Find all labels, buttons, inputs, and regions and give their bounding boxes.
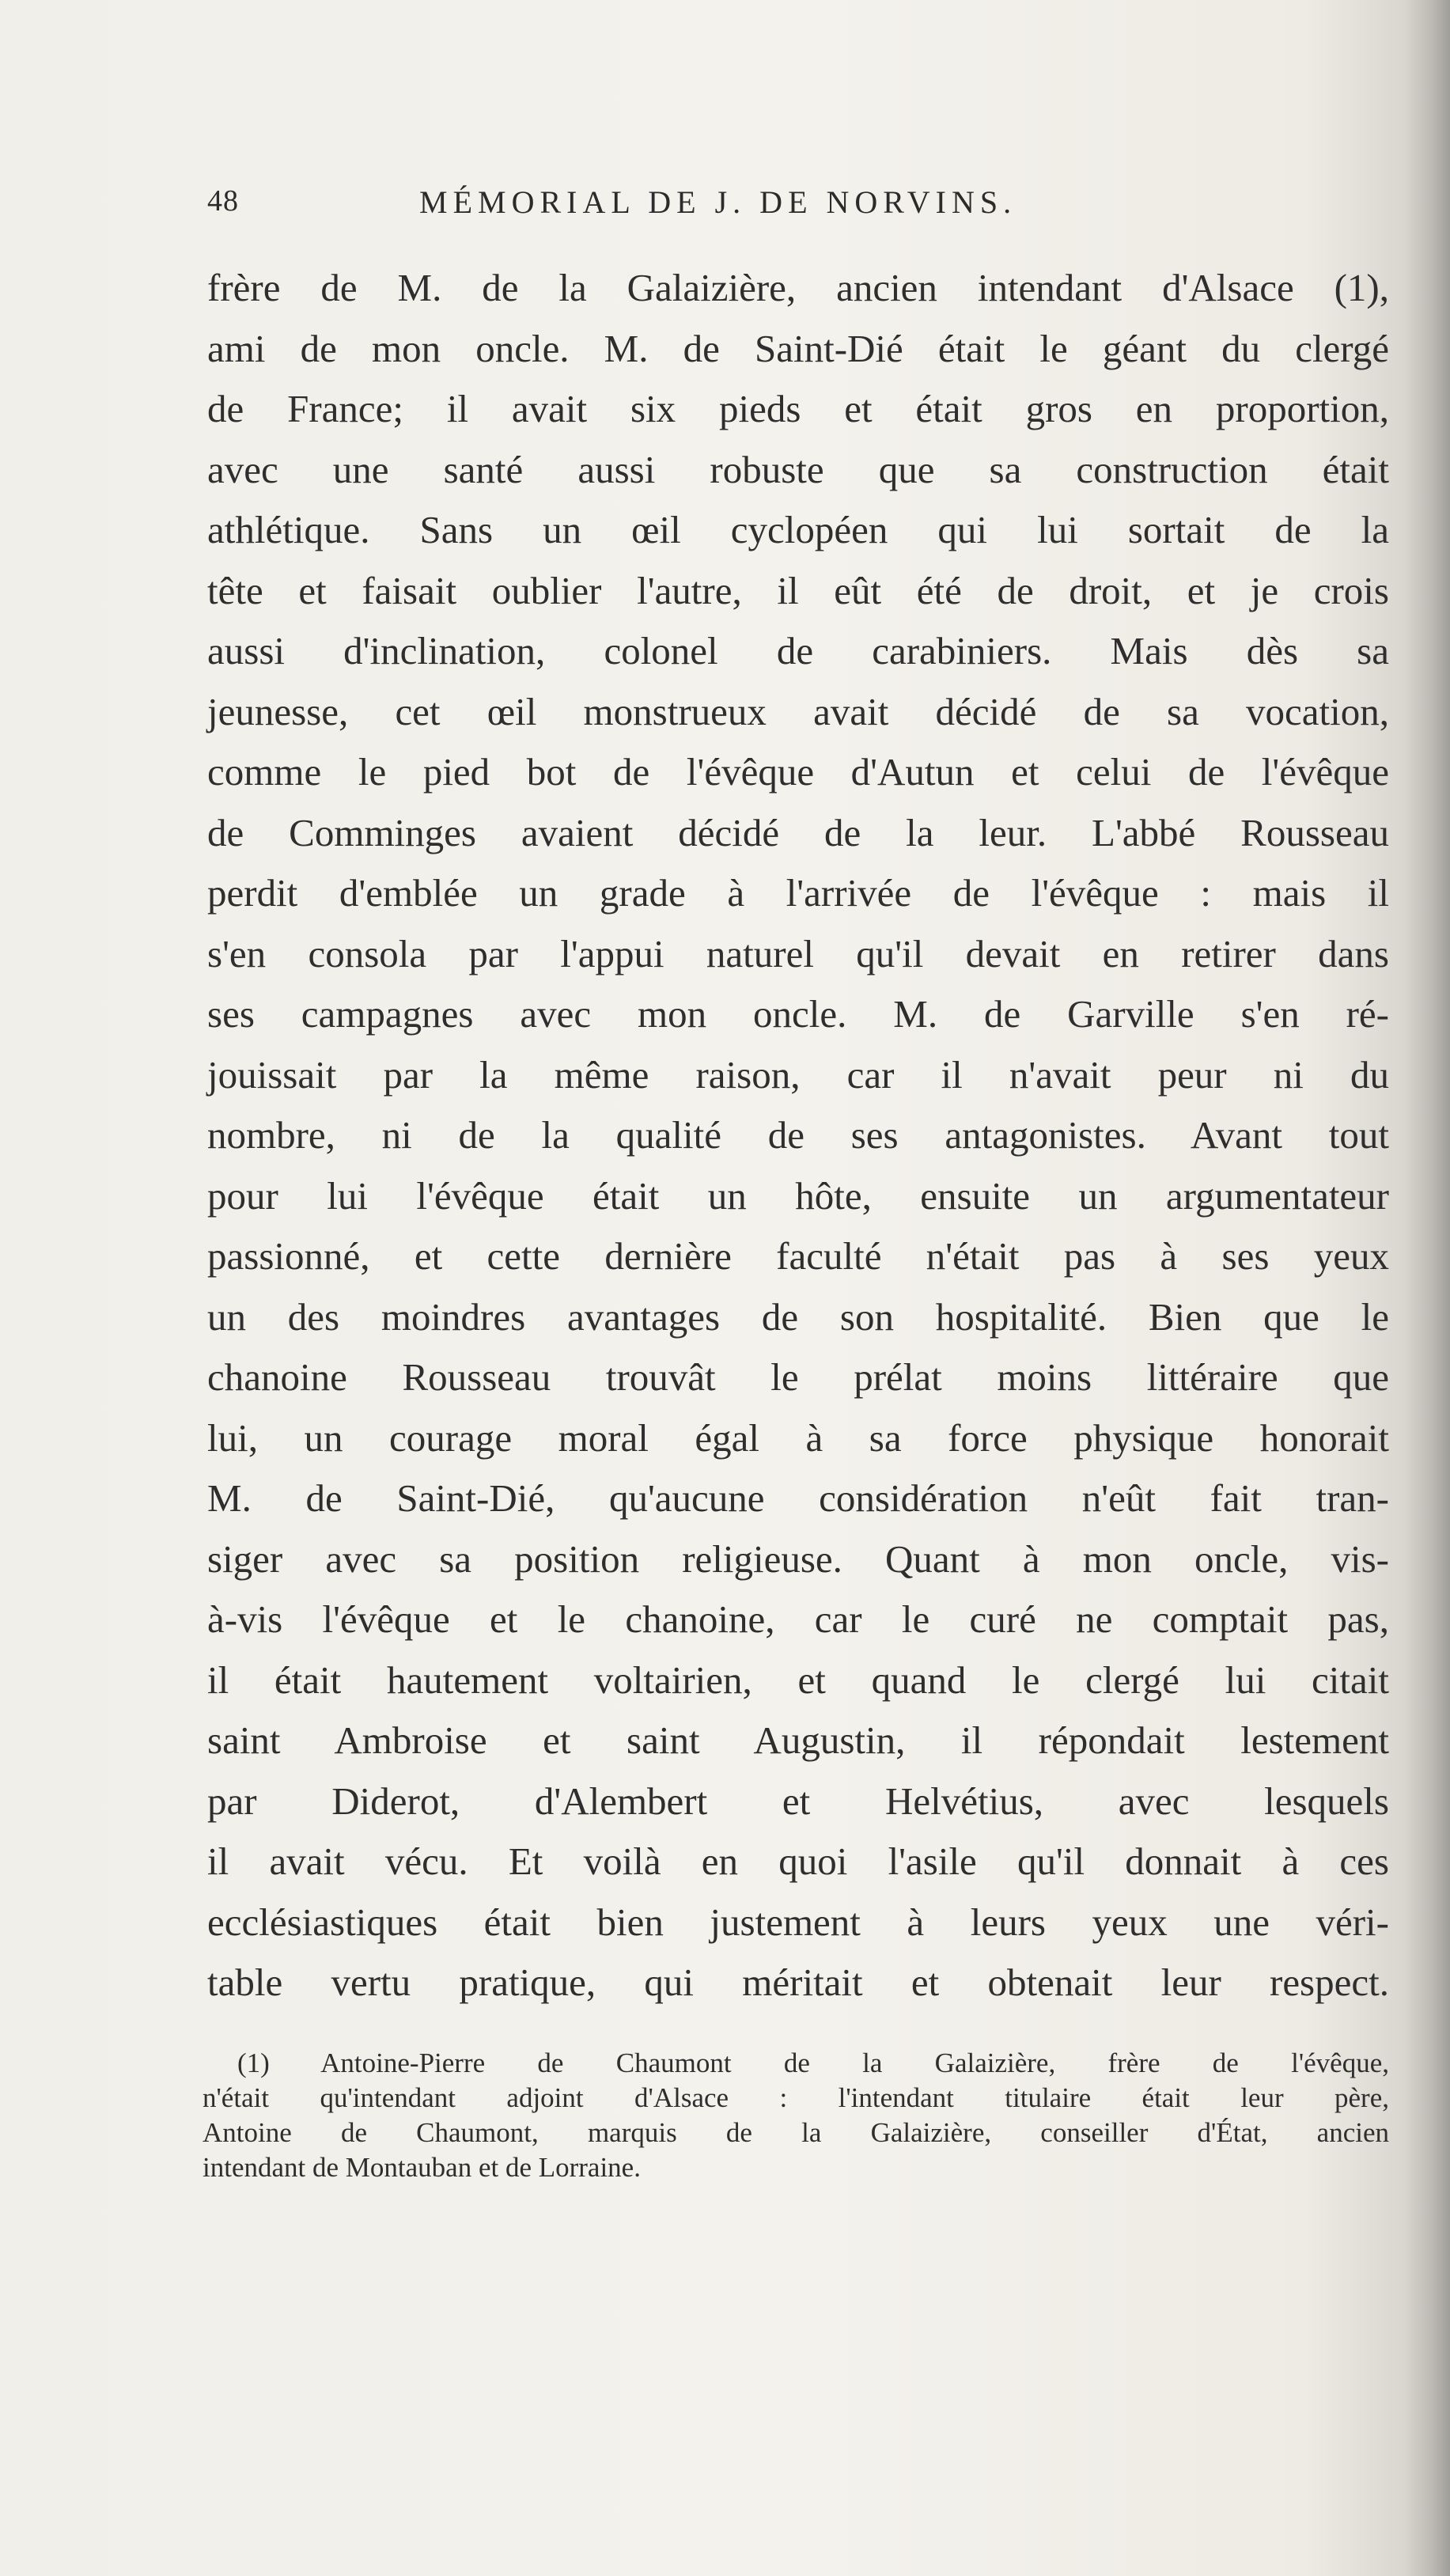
main-text	[207, 258, 1389, 2013]
text-line: M. de Saint-Dié, qu'aucune considération n'eût fait tran-	[207, 1476, 1389, 1520]
text-line: un des moindres avantages de son hospitalité. Bien que le	[207, 1294, 1389, 1339]
footnote-line: intendant de Montauban et de Lorraine.	[203, 2152, 641, 2183]
text-line: de France; il avait six pieds et était gros en proportion,	[207, 387, 1389, 430]
text-line: jeunesse, cet œil monstrueux avait décidé de sa vocation,	[207, 689, 1389, 733]
text-line: perdit d'emblée un grade à l'arrivée de l'évêque : mais il	[207, 871, 1389, 915]
text-line: saint Ambroise et saint Augustin, il répondait lestement	[207, 1718, 1389, 1762]
text-line: athlétique. Sans un œil cyclopéen qui lui sortait de la	[207, 508, 1389, 551]
text-line: avec une santé aussi robuste que sa construction était	[207, 447, 1389, 491]
footnote-line: n'était qu'intendant adjoint d'Alsace : l'intendant titulaire était leur père,	[203, 2082, 1389, 2113]
text-line: ami de mon oncle. M. de Saint-Dié était le géant du clergé	[207, 326, 1389, 370]
footnote-line: (1) Antoine-Pierre de Chaumont de la Galaizière, frère de l'évêque,	[237, 2048, 1389, 2078]
page-number: 48	[207, 184, 239, 218]
footnote	[203, 2046, 1389, 2185]
text-line: comme le pied bot de l'évêque d'Autun et celui de l'évêque	[207, 750, 1389, 794]
text-line: jouissait par la même raison, car il n'avait peur ni du	[207, 1052, 1389, 1097]
text-line: pour lui l'évêque était un hôte, ensuite un argumentateur	[207, 1173, 1389, 1218]
text-line: à-vis l'évêque et le chanoine, car le curé ne comptait pas,	[207, 1597, 1389, 1641]
text-line: il avait vécu. Et voilà en quoi l'asile qu'il donnait à ces	[207, 1839, 1389, 1883]
text-line: tête et faisait oublier l'autre, il eût été de droit, et je crois	[207, 568, 1389, 612]
text-line: par Diderot, d'Alembert et Helvétius, avec lesquels	[207, 1779, 1389, 1823]
running-title: MÉMORIAL DE J. DE NORVINS.	[419, 184, 1017, 220]
text-line: table vertu pratique, qui méritait et obtenait leur respect.	[207, 1960, 1389, 2004]
text-line: nombre, ni de la qualité de ses antagonistes. Avant tout	[207, 1113, 1389, 1157]
footnote-line: Antoine de Chaumont, marquis de la Galaizière, conseiller d'État, ancien	[203, 2117, 1389, 2148]
page-edge-shadow	[1403, 0, 1450, 2576]
text-line: frère de M. de la Galaizière, ancien intendant d'Alsace (1),	[207, 266, 1389, 309]
text-line: ecclésiastiques était bien justement à leurs yeux une véri-	[207, 1900, 1389, 1944]
text-line: ses campagnes avec mon oncle. M. de Garville s'en ré-	[207, 992, 1389, 1036]
text-line: s'en consola par l'appui naturel qu'il devait en retirer dans	[207, 931, 1389, 975]
text-line: aussi d'inclination, colonel de carabiniers. Mais dès sa	[207, 629, 1389, 672]
text-line: chanoine Rousseau trouvât le prélat moins littéraire que	[207, 1355, 1389, 1399]
text-line: de Comminges avaient décidé de la leur. L'abbé Rousseau	[207, 810, 1389, 854]
text-line: lui, un courage moral égal à sa force physique honorait	[207, 1415, 1389, 1460]
text-line: siger avec sa position religieuse. Quant à mon oncle, vis-	[207, 1536, 1389, 1581]
text-line: passionné, et cette dernière faculté n'était pas à ses yeux	[207, 1234, 1389, 1278]
text-line: il était hautement voltairien, et quand le clergé lui citait	[207, 1657, 1389, 1702]
running-header	[207, 184, 1362, 231]
